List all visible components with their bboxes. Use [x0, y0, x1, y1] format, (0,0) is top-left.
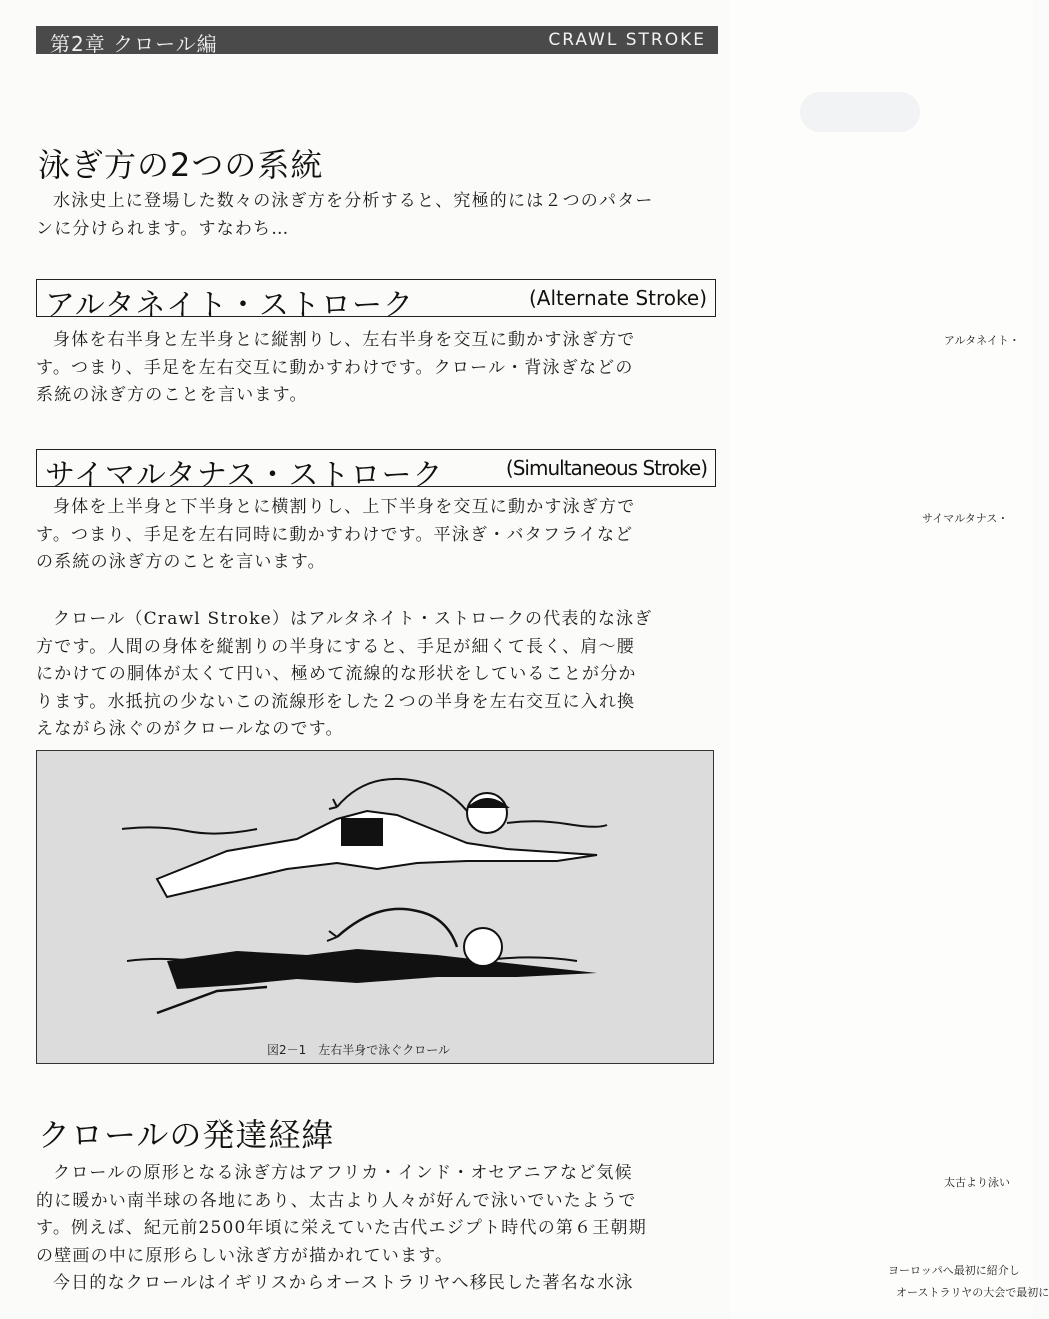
chapter-header-bar — [36, 26, 718, 54]
paragraph-line: 水泳史上に登場した数々の泳ぎ方を分析すると、究極的には２つのパター — [53, 191, 654, 211]
development-paragraph — [36, 1160, 720, 1298]
adjacent-page-margin — [730, 0, 1033, 1319]
chapter-title: 第2章 クロール編 — [50, 32, 218, 56]
swimmer-bottom — [157, 909, 597, 1013]
paragraph-line: にかけての胴体が太くて円い、極めて流線的な形状をしていることが分か — [36, 664, 637, 684]
bleed-through-mark — [800, 92, 920, 132]
section-heading-development: クロールの発達経緯 — [38, 1116, 335, 1154]
swimmer-illustration — [37, 751, 713, 1063]
margin-note-simultaneous: サイマルタナス・ — [922, 512, 1009, 525]
alternate-stroke-title-box — [36, 279, 716, 323]
paragraph-line: ります。水抵抗の少ないこの流線形をした２つの半身を左右交互に入れ換 — [36, 691, 636, 712]
crawl-paragraph — [36, 606, 720, 744]
simultaneous-title-jp: サイマルタナス・ストローク — [45, 458, 444, 493]
paragraph-line: 的に暖かい南半球の各地にあり、太古より人々が好んで泳いでいたようで — [36, 1190, 637, 1211]
paragraph-line: ンに分けられます。すなわち… — [36, 218, 290, 239]
margin-note-australia: オーストラリヤの大会で最初に — [896, 1286, 1049, 1299]
paragraph-line: 方です。人間の身体を縦割りの半身にすると、手足が細くて長く、肩～腰 — [36, 636, 635, 657]
margin-note-ancient: 太古より泳い — [944, 1176, 1010, 1189]
paragraph-line: 今日的なクロールはイギリスからオーストラリヤへ移民した著名な水泳 — [53, 1273, 634, 1293]
intro-paragraph — [36, 188, 720, 243]
simultaneous-title-en: (Simultaneous Stroke) — [505, 456, 707, 480]
swimmer-top — [157, 779, 597, 897]
paragraph-line: えながら泳ぐのがクロールなのです。 — [36, 719, 344, 739]
paragraph-line: す。つまり、手足を左右交互に動かすわけです。クロール・背泳ぎなどの — [36, 357, 634, 378]
simultaneous-stroke-title-box — [36, 449, 716, 493]
margin-note-europe: ヨーロッパへ最初に紹介し — [888, 1264, 1020, 1277]
simultaneous-paragraph — [36, 494, 720, 577]
figure-crawl-swimmers — [36, 750, 714, 1064]
alternate-title-en: (Alternate Stroke) — [528, 286, 707, 310]
paragraph-line: クロール（Crawl Stroke）はアルタネイト・ストロークの代表的な泳ぎ — [53, 609, 653, 629]
paragraph-line: クロールの原形となる泳ぎ方はアフリカ・インド・オセアニアなど気候 — [53, 1163, 633, 1183]
paragraph-line: 身体を上半身と下半身とに横割りし、上下半身を交互に動かす泳ぎ方で — [53, 497, 636, 517]
alternate-paragraph — [36, 327, 720, 410]
paragraph-line: の系統の泳ぎ方のことを言います。 — [36, 552, 326, 572]
margin-note-alternate: アルタネイト・ — [944, 334, 1020, 347]
paragraph-line: す。例えば、紀元前2500年頃に栄えていた古代エジプト時代の第６王朝期 — [36, 1218, 647, 1238]
figure-caption: 図2－1 左右半身で泳ぐクロール — [267, 1043, 451, 1057]
alternate-title-jp: アルタネイト・ストローク — [45, 288, 414, 323]
paragraph-line: 系統の泳ぎ方のことを言います。 — [36, 385, 308, 405]
paragraph-line: 身体を右半身と左半身とに縦割りし、左右半身を交互に動かす泳ぎ方で — [53, 330, 636, 350]
chapter-english-title: CRAWL STROKE — [548, 30, 706, 50]
paragraph-line: す。つまり、手足を左右同時に動かすわけです。平泳ぎ・バタフライなど — [36, 524, 634, 545]
section-heading-two-systems: 泳ぎ方の2つの系統 — [38, 146, 324, 184]
paragraph-line: の壁画の中に原形らしい泳ぎ方が描かれています。 — [36, 1245, 454, 1266]
